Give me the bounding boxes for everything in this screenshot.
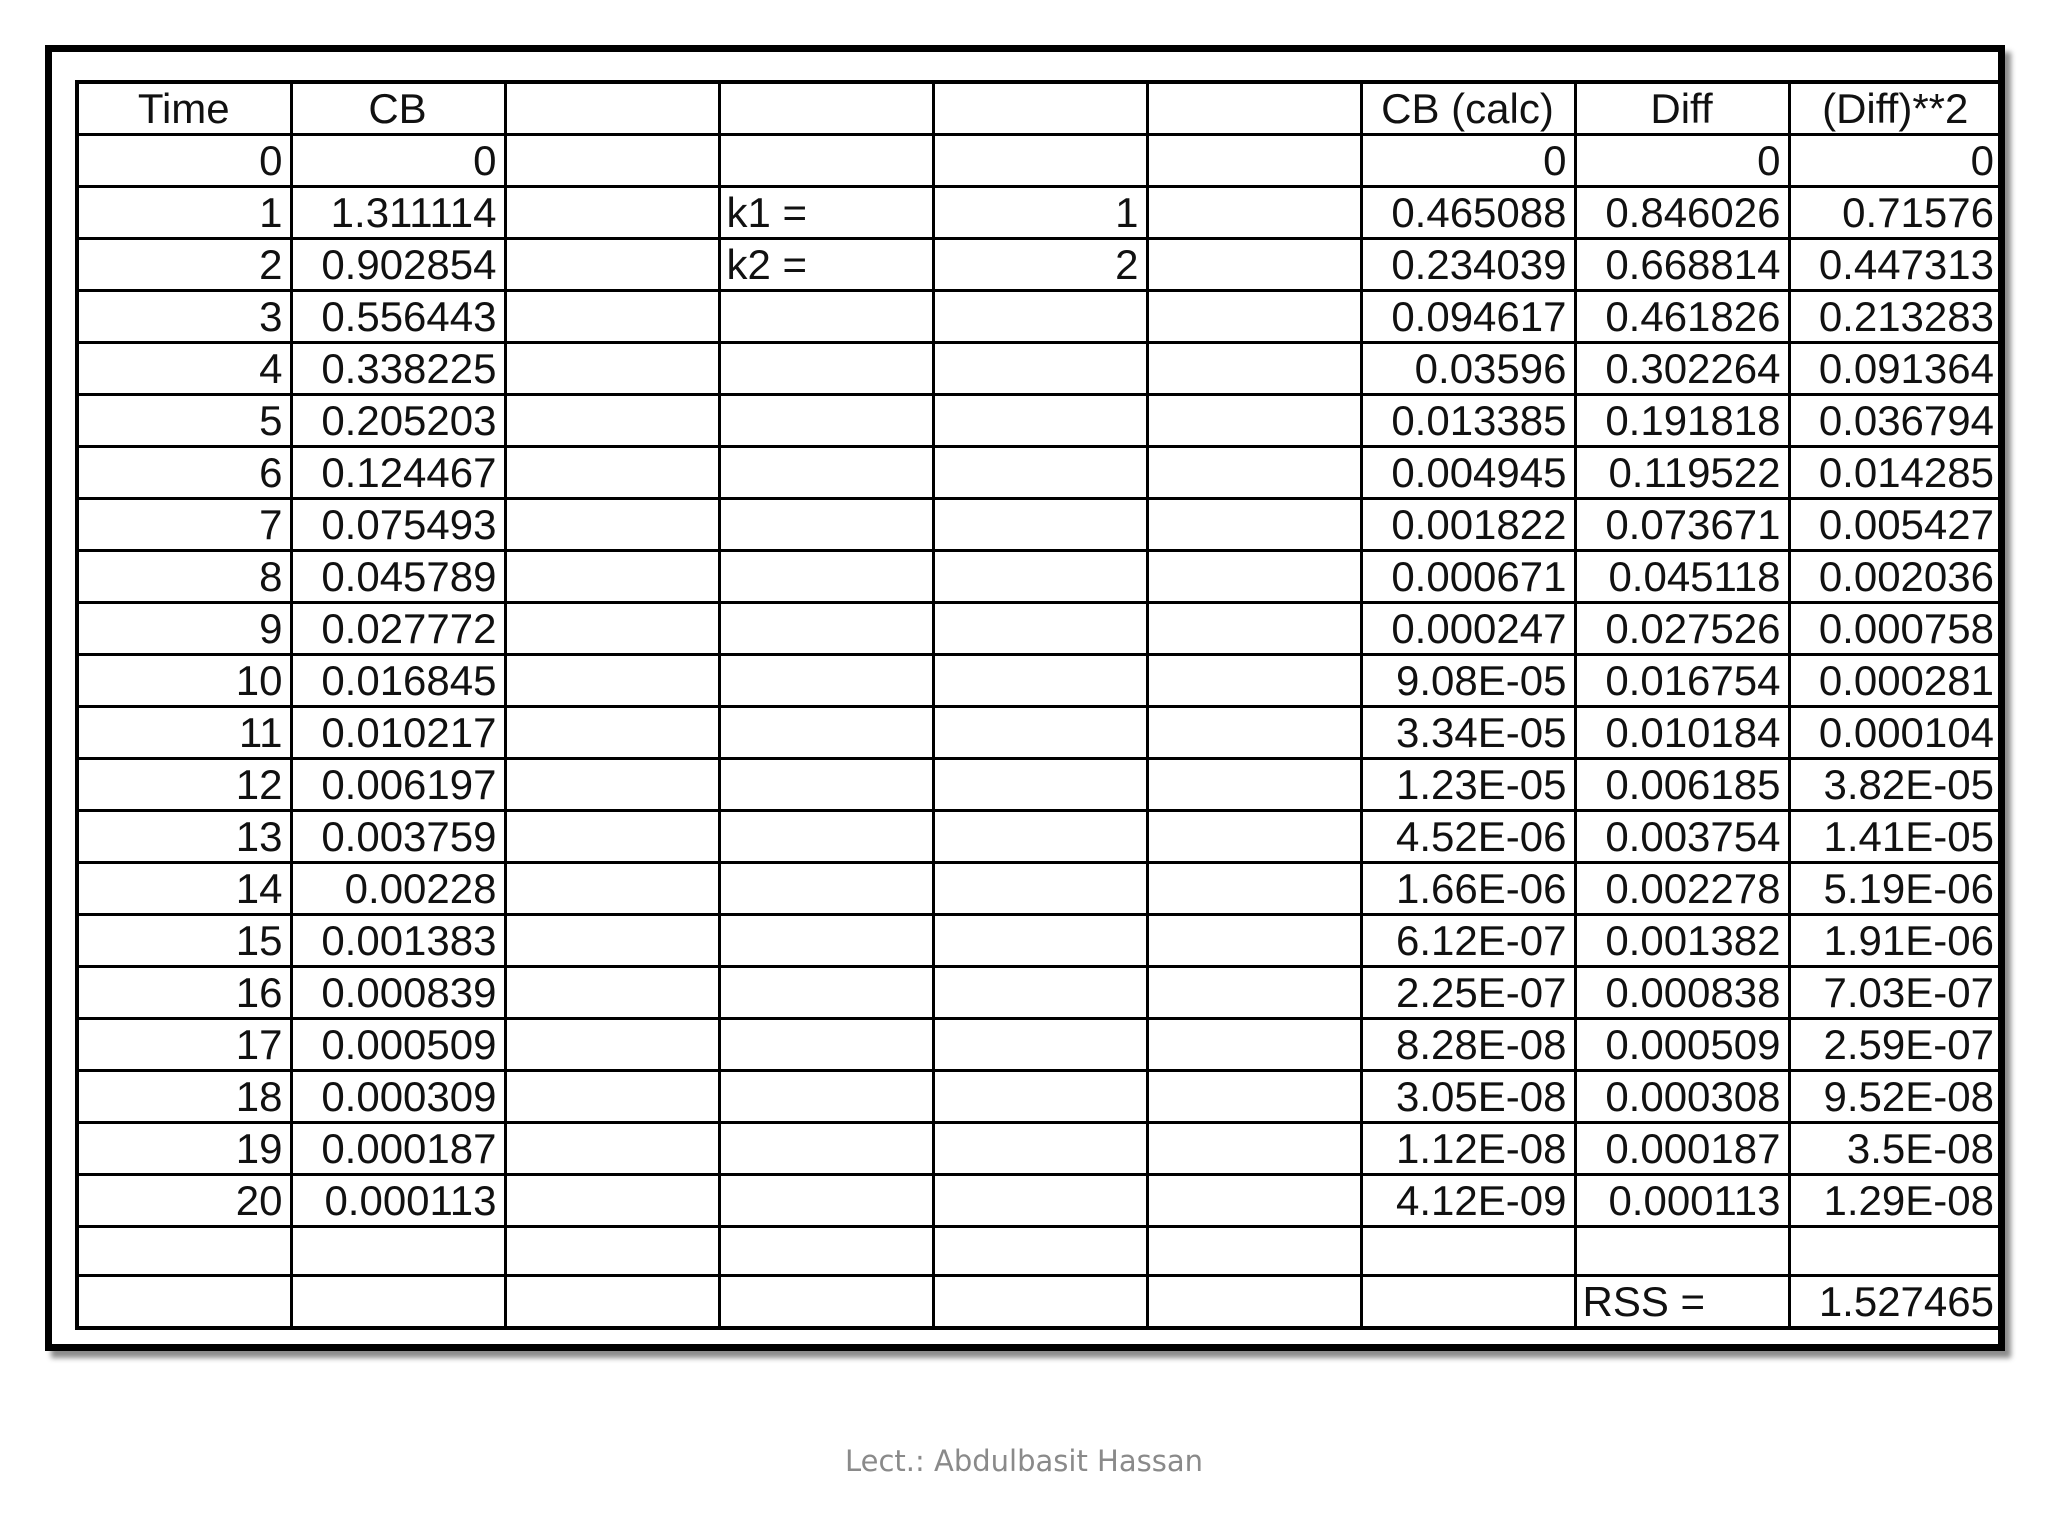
cell-col-f <box>1147 967 1361 1019</box>
table-row <box>77 603 2003 655</box>
cell-col-d <box>719 759 933 811</box>
table-row <box>77 967 2003 1019</box>
cell-diff: 0.027526 <box>1575 603 1789 655</box>
cell-cb-calc: 1.12E-08 <box>1361 1123 1575 1175</box>
cell-diff: 0.000187 <box>1575 1123 1789 1175</box>
cell-col-e <box>933 499 1147 551</box>
cell-cb-calc: 0.004945 <box>1361 447 1575 499</box>
cell-col-f <box>1147 343 1361 395</box>
cell-col-c <box>505 1276 719 1329</box>
cell-diff-squared: 0.002036 <box>1789 551 2003 603</box>
cell-diff-squared: 9.52E-08 <box>1789 1071 2003 1123</box>
cell-col-d <box>719 811 933 863</box>
header-empty-e <box>933 82 1147 135</box>
table-row <box>77 915 2003 967</box>
cell-diff-squared: 0.000104 <box>1789 707 2003 759</box>
cell-diff-squared: 0.005427 <box>1789 499 2003 551</box>
table-row <box>77 1019 2003 1071</box>
table-row <box>77 1071 2003 1123</box>
cell-diff-squared: 1.91E-06 <box>1789 915 2003 967</box>
cell-diff-squared: 0.447313 <box>1789 239 2003 291</box>
cell-col-d <box>719 603 933 655</box>
cell-cb-calc: 2.25E-07 <box>1361 967 1575 1019</box>
table-row <box>77 187 2003 239</box>
cell-diff-squared: 0.091364 <box>1789 343 2003 395</box>
cell-cb <box>291 1276 505 1329</box>
cell-col-d: k2 = <box>719 239 933 291</box>
cell-col-c <box>505 603 719 655</box>
cell-col-e <box>933 811 1147 863</box>
cell-col-e <box>933 759 1147 811</box>
cell-diff-squared: 1.41E-05 <box>1789 811 2003 863</box>
cell-col-c <box>505 1123 719 1175</box>
cell-col-f <box>1147 551 1361 603</box>
cell-cb: 0.006197 <box>291 759 505 811</box>
table-row <box>77 135 2003 187</box>
cell-diff-squared: 2.59E-07 <box>1789 1019 2003 1071</box>
cell-col-c <box>505 135 719 187</box>
cell-diff-squared: 0.000758 <box>1789 603 2003 655</box>
cell-col-d <box>719 1227 933 1276</box>
header-diff-squared: (Diff)**2 <box>1789 82 2003 135</box>
table-row <box>77 759 2003 811</box>
spreadsheet-frame <box>45 45 2005 1351</box>
cell-diff-squared: 0.000281 <box>1789 655 2003 707</box>
cell-col-d <box>719 1175 933 1227</box>
cell-col-d <box>719 395 933 447</box>
table-row <box>77 395 2003 447</box>
header-time: Time <box>77 82 291 135</box>
cell-cb-calc <box>1361 1227 1575 1276</box>
cell-col-c <box>505 447 719 499</box>
cell-time: 17 <box>77 1019 291 1071</box>
cell-diff-squared <box>1789 1227 2003 1276</box>
cell-col-f <box>1147 187 1361 239</box>
cell-cb-calc: 0.234039 <box>1361 239 1575 291</box>
cell-time: 12 <box>77 759 291 811</box>
cell-cb-calc: 4.12E-09 <box>1361 1175 1575 1227</box>
cell-cb: 0.001383 <box>291 915 505 967</box>
cell-cb-calc: 0.000671 <box>1361 551 1575 603</box>
cell-diff-squared: 0.71576 <box>1789 187 2003 239</box>
cell-col-c <box>505 655 719 707</box>
cell-col-f <box>1147 1175 1361 1227</box>
cell-cb: 0.045789 <box>291 551 505 603</box>
table-row <box>77 239 2003 291</box>
table-row <box>77 655 2003 707</box>
header-empty-f <box>1147 82 1361 135</box>
cell-diff: 0.302264 <box>1575 343 1789 395</box>
table-row <box>77 551 2003 603</box>
cell-time: 5 <box>77 395 291 447</box>
cell-col-e <box>933 135 1147 187</box>
cell-cb-calc: 0 <box>1361 135 1575 187</box>
table-row <box>77 707 2003 759</box>
cell-col-f <box>1147 1276 1361 1329</box>
cell-time: 0 <box>77 135 291 187</box>
cell-col-c <box>505 759 719 811</box>
cell-cb: 0 <box>291 135 505 187</box>
cell-col-f <box>1147 759 1361 811</box>
cell-col-e <box>933 1019 1147 1071</box>
header-cb-calc: CB (calc) <box>1361 82 1575 135</box>
table-row <box>77 291 2003 343</box>
cell-col-e <box>933 291 1147 343</box>
cell-cb-calc <box>1361 1276 1575 1329</box>
cell-diff-squared: 3.5E-08 <box>1789 1123 2003 1175</box>
cell-diff: 0.000838 <box>1575 967 1789 1019</box>
cell-col-e <box>933 655 1147 707</box>
cell-diff: 0.668814 <box>1575 239 1789 291</box>
cell-col-d <box>719 343 933 395</box>
cell-col-c <box>505 707 719 759</box>
cell-col-e <box>933 707 1147 759</box>
cell-cb-calc: 3.05E-08 <box>1361 1071 1575 1123</box>
cell-time: 2 <box>77 239 291 291</box>
table-row <box>77 447 2003 499</box>
cell-cb-calc: 1.23E-05 <box>1361 759 1575 811</box>
cell-col-d <box>719 447 933 499</box>
cell-col-f <box>1147 707 1361 759</box>
cell-col-f <box>1147 811 1361 863</box>
cell-diff: 0.461826 <box>1575 291 1789 343</box>
cell-col-d <box>719 967 933 1019</box>
cell-col-c <box>505 1175 719 1227</box>
cell-cb-calc: 3.34E-05 <box>1361 707 1575 759</box>
cell-diff-squared: 7.03E-07 <box>1789 967 2003 1019</box>
cell-cb-calc: 8.28E-08 <box>1361 1019 1575 1071</box>
cell-col-d <box>719 863 933 915</box>
cell-cb-calc: 0.000247 <box>1361 603 1575 655</box>
cell-col-d <box>719 1071 933 1123</box>
lecturer-footer: Lect.: Abdulbasit Hassan <box>845 1444 1203 1478</box>
table-row <box>77 499 2003 551</box>
cell-time <box>77 1227 291 1276</box>
cell-col-c <box>505 967 719 1019</box>
cell-cb-calc: 0.013385 <box>1361 395 1575 447</box>
cell-col-d <box>719 1276 933 1329</box>
cell-col-e <box>933 1123 1147 1175</box>
cell-time: 10 <box>77 655 291 707</box>
table-body <box>77 135 2003 1329</box>
cell-cb: 0.003759 <box>291 811 505 863</box>
cell-cb-calc: 0.465088 <box>1361 187 1575 239</box>
cell-diff: 0.191818 <box>1575 395 1789 447</box>
cell-col-d <box>719 707 933 759</box>
table-row <box>77 1175 2003 1227</box>
cell-diff: 0.010184 <box>1575 707 1789 759</box>
cell-cb: 0.556443 <box>291 291 505 343</box>
cell-col-c <box>505 811 719 863</box>
cell-diff-squared: 0.213283 <box>1789 291 2003 343</box>
cell-col-c <box>505 915 719 967</box>
cell-cb: 0.075493 <box>291 499 505 551</box>
cell-time: 16 <box>77 967 291 1019</box>
table-row <box>77 1276 2003 1329</box>
cell-diff: 0.000113 <box>1575 1175 1789 1227</box>
cell-diff: 0.000308 <box>1575 1071 1789 1123</box>
header-empty-d <box>719 82 933 135</box>
cell-time: 6 <box>77 447 291 499</box>
cell-diff: 0.073671 <box>1575 499 1789 551</box>
cell-col-f <box>1147 499 1361 551</box>
cell-cb: 0.000839 <box>291 967 505 1019</box>
cell-col-e <box>933 395 1147 447</box>
cell-cb-calc: 6.12E-07 <box>1361 915 1575 967</box>
cell-diff: 0.016754 <box>1575 655 1789 707</box>
cell-col-d <box>719 655 933 707</box>
cell-cb-calc: 9.08E-05 <box>1361 655 1575 707</box>
data-table <box>75 80 2005 1330</box>
cell-cb: 0.000113 <box>291 1175 505 1227</box>
cell-col-d <box>719 1019 933 1071</box>
cell-diff-squared: 0 <box>1789 135 2003 187</box>
table-row <box>77 863 2003 915</box>
cell-diff: 0 <box>1575 135 1789 187</box>
cell-time: 3 <box>77 291 291 343</box>
cell-cb: 0.016845 <box>291 655 505 707</box>
cell-diff: 0.001382 <box>1575 915 1789 967</box>
cell-cb-calc: 4.52E-06 <box>1361 811 1575 863</box>
cell-col-e: 2 <box>933 239 1147 291</box>
cell-col-f <box>1147 863 1361 915</box>
cell-time: 9 <box>77 603 291 655</box>
cell-col-f <box>1147 291 1361 343</box>
cell-col-f <box>1147 603 1361 655</box>
header-cb: CB <box>291 82 505 135</box>
cell-col-d: k1 = <box>719 187 933 239</box>
cell-col-e <box>933 967 1147 1019</box>
cell-cb: 0.00228 <box>291 863 505 915</box>
cell-col-f <box>1147 239 1361 291</box>
cell-time: 13 <box>77 811 291 863</box>
table-row <box>77 1123 2003 1175</box>
cell-time: 11 <box>77 707 291 759</box>
cell-col-d <box>719 291 933 343</box>
cell-col-c <box>505 863 719 915</box>
cell-time: 4 <box>77 343 291 395</box>
cell-diff-squared: 0.014285 <box>1789 447 2003 499</box>
cell-time: 20 <box>77 1175 291 1227</box>
table-row <box>77 811 2003 863</box>
cell-col-f <box>1147 915 1361 967</box>
cell-col-c <box>505 187 719 239</box>
cell-col-d <box>719 1123 933 1175</box>
cell-col-f <box>1147 1071 1361 1123</box>
cell-diff: 0.000509 <box>1575 1019 1789 1071</box>
cell-diff: 0.045118 <box>1575 551 1789 603</box>
cell-cb: 0.124467 <box>291 447 505 499</box>
cell-col-f <box>1147 1019 1361 1071</box>
cell-cb-calc: 0.03596 <box>1361 343 1575 395</box>
cell-col-e <box>933 1071 1147 1123</box>
cell-diff-squared: 5.19E-06 <box>1789 863 2003 915</box>
cell-diff: 0.006185 <box>1575 759 1789 811</box>
cell-diff <box>1575 1227 1789 1276</box>
cell-col-d <box>719 551 933 603</box>
cell-diff-squared: 1.29E-08 <box>1789 1175 2003 1227</box>
cell-cb: 0.000509 <box>291 1019 505 1071</box>
table-row <box>77 1227 2003 1276</box>
cell-time: 14 <box>77 863 291 915</box>
header-row <box>77 82 2003 135</box>
header-empty-c <box>505 82 719 135</box>
cell-diff: RSS = <box>1575 1276 1789 1329</box>
cell-cb <box>291 1227 505 1276</box>
cell-col-c <box>505 551 719 603</box>
cell-diff-squared: 3.82E-05 <box>1789 759 2003 811</box>
cell-time: 7 <box>77 499 291 551</box>
cell-col-e <box>933 603 1147 655</box>
cell-col-f <box>1147 135 1361 187</box>
cell-cb: 0.000187 <box>291 1123 505 1175</box>
cell-col-e <box>933 447 1147 499</box>
cell-cb: 0.027772 <box>291 603 505 655</box>
cell-cb: 0.000309 <box>291 1071 505 1123</box>
cell-cb-calc: 0.094617 <box>1361 291 1575 343</box>
cell-diff-squared: 0.036794 <box>1789 395 2003 447</box>
cell-cb: 0.338225 <box>291 343 505 395</box>
cell-cb-calc: 1.66E-06 <box>1361 863 1575 915</box>
cell-col-d <box>719 135 933 187</box>
cell-time: 18 <box>77 1071 291 1123</box>
cell-cb: 0.205203 <box>291 395 505 447</box>
cell-col-f <box>1147 655 1361 707</box>
cell-time: 19 <box>77 1123 291 1175</box>
cell-col-f <box>1147 395 1361 447</box>
cell-col-c <box>505 499 719 551</box>
cell-time: 1 <box>77 187 291 239</box>
cell-col-f <box>1147 1123 1361 1175</box>
cell-col-d <box>719 915 933 967</box>
cell-col-e <box>933 343 1147 395</box>
cell-col-c <box>505 1019 719 1071</box>
cell-diff: 0.002278 <box>1575 863 1789 915</box>
header-diff: Diff <box>1575 82 1789 135</box>
cell-col-c <box>505 239 719 291</box>
cell-col-e <box>933 915 1147 967</box>
cell-time: 15 <box>77 915 291 967</box>
cell-diff: 0.846026 <box>1575 187 1789 239</box>
cell-diff: 0.003754 <box>1575 811 1789 863</box>
cell-col-c <box>505 291 719 343</box>
cell-col-e <box>933 551 1147 603</box>
cell-diff-squared: 1.527465 <box>1789 1276 2003 1329</box>
cell-col-f <box>1147 447 1361 499</box>
cell-cb: 1.311114 <box>291 187 505 239</box>
cell-cb: 0.010217 <box>291 707 505 759</box>
cell-cb: 0.902854 <box>291 239 505 291</box>
cell-diff: 0.119522 <box>1575 447 1789 499</box>
cell-col-e: 1 <box>933 187 1147 239</box>
cell-col-e <box>933 863 1147 915</box>
cell-col-d <box>719 499 933 551</box>
cell-col-c <box>505 1071 719 1123</box>
table-row <box>77 343 2003 395</box>
cell-col-e <box>933 1175 1147 1227</box>
cell-col-e <box>933 1227 1147 1276</box>
cell-col-c <box>505 1227 719 1276</box>
cell-col-c <box>505 343 719 395</box>
cell-time: 8 <box>77 551 291 603</box>
cell-col-e <box>933 1276 1147 1329</box>
cell-col-c <box>505 395 719 447</box>
cell-col-f <box>1147 1227 1361 1276</box>
cell-time <box>77 1276 291 1329</box>
cell-cb-calc: 0.001822 <box>1361 499 1575 551</box>
